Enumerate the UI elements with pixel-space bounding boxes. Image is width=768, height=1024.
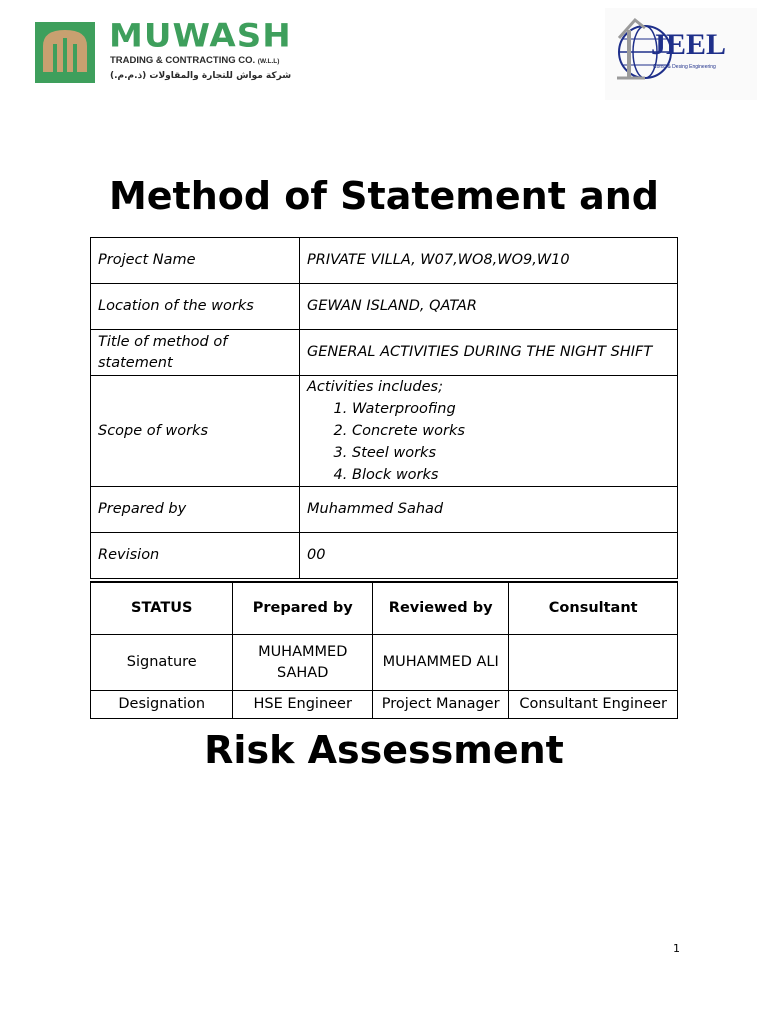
location-label: Location of the works <box>91 284 300 330</box>
prepared-by-signature: MUHAMMED SAHAD <box>233 635 372 691</box>
jeel-logo <box>605 8 757 100</box>
prepared-by-header: Prepared by <box>233 582 372 635</box>
table-row <box>91 376 678 487</box>
consultant-designation: Consultant Engineer <box>509 691 678 719</box>
reviewed-by-signature: MUHAMMED ALI <box>372 635 508 691</box>
muwash-logo <box>35 17 295 92</box>
table-row <box>91 238 678 284</box>
revision-value: 00 <box>300 533 678 579</box>
table-row <box>91 284 678 330</box>
table-row <box>91 635 678 691</box>
muwash-subtitle-text: TRADING & CONTRACTING CO. <box>110 55 256 66</box>
project-info-table <box>90 237 678 579</box>
method-title-label: Title of method of statement <box>91 330 300 376</box>
muwash-arabic-name: شركة مواش للتجارة والمقاولات (ذ.م.م.) <box>110 71 292 81</box>
prepared-by-label: Prepared by <box>91 487 300 533</box>
table-header-row <box>91 582 678 635</box>
project-name-label: Project Name <box>91 238 300 284</box>
page-number: 1 <box>673 942 680 955</box>
approval-status-table <box>90 581 678 719</box>
scope-list <box>307 398 670 486</box>
consultant-signature <box>509 635 678 691</box>
signature-label: Signature <box>91 635 233 691</box>
scope-label: Scope of works <box>91 376 300 487</box>
prepared-by-designation: HSE Engineer <box>233 691 372 719</box>
muwash-subtitle-suffix: (W.L.L) <box>257 58 280 65</box>
designation-label: Designation <box>91 691 233 719</box>
jeel-tagline: Cons. & Desing Engineering <box>653 64 716 70</box>
jeel-name: JEEL <box>651 28 727 61</box>
scope-value <box>300 376 678 487</box>
muwash-name: MUWASH <box>109 17 292 55</box>
list-item: 4. Block works <box>352 464 670 486</box>
scope-intro: Activities includes; <box>307 379 443 395</box>
muwash-logo-mark <box>35 22 95 83</box>
muwash-subtitle <box>110 55 279 66</box>
document-title-line-1: Method of Statement and <box>108 174 660 218</box>
list-item: 3. Steel works <box>352 442 670 464</box>
table-row <box>91 330 678 376</box>
reviewed-by-header: Reviewed by <box>372 582 508 635</box>
prepared-by-value: Muhammed Sahad <box>300 487 678 533</box>
table-row <box>91 487 678 533</box>
consultant-header: Consultant <box>509 582 678 635</box>
project-name-value: PRIVATE VILLA, W07,WO8,WO9,W10 <box>300 238 678 284</box>
location-value: GEWAN ISLAND, QATAR <box>300 284 678 330</box>
reviewed-by-designation: Project Manager <box>372 691 508 719</box>
table-row <box>91 533 678 579</box>
list-item: 1. Waterproofing <box>352 398 670 420</box>
table-row <box>91 691 678 719</box>
revision-label: Revision <box>91 533 300 579</box>
method-title-value: GENERAL ACTIVITIES DURING THE NIGHT SHIFT <box>300 330 678 376</box>
document-title-line-2: Risk Assessment <box>204 728 564 772</box>
list-item: 2. Concrete works <box>352 420 670 442</box>
status-header: STATUS <box>91 582 233 635</box>
